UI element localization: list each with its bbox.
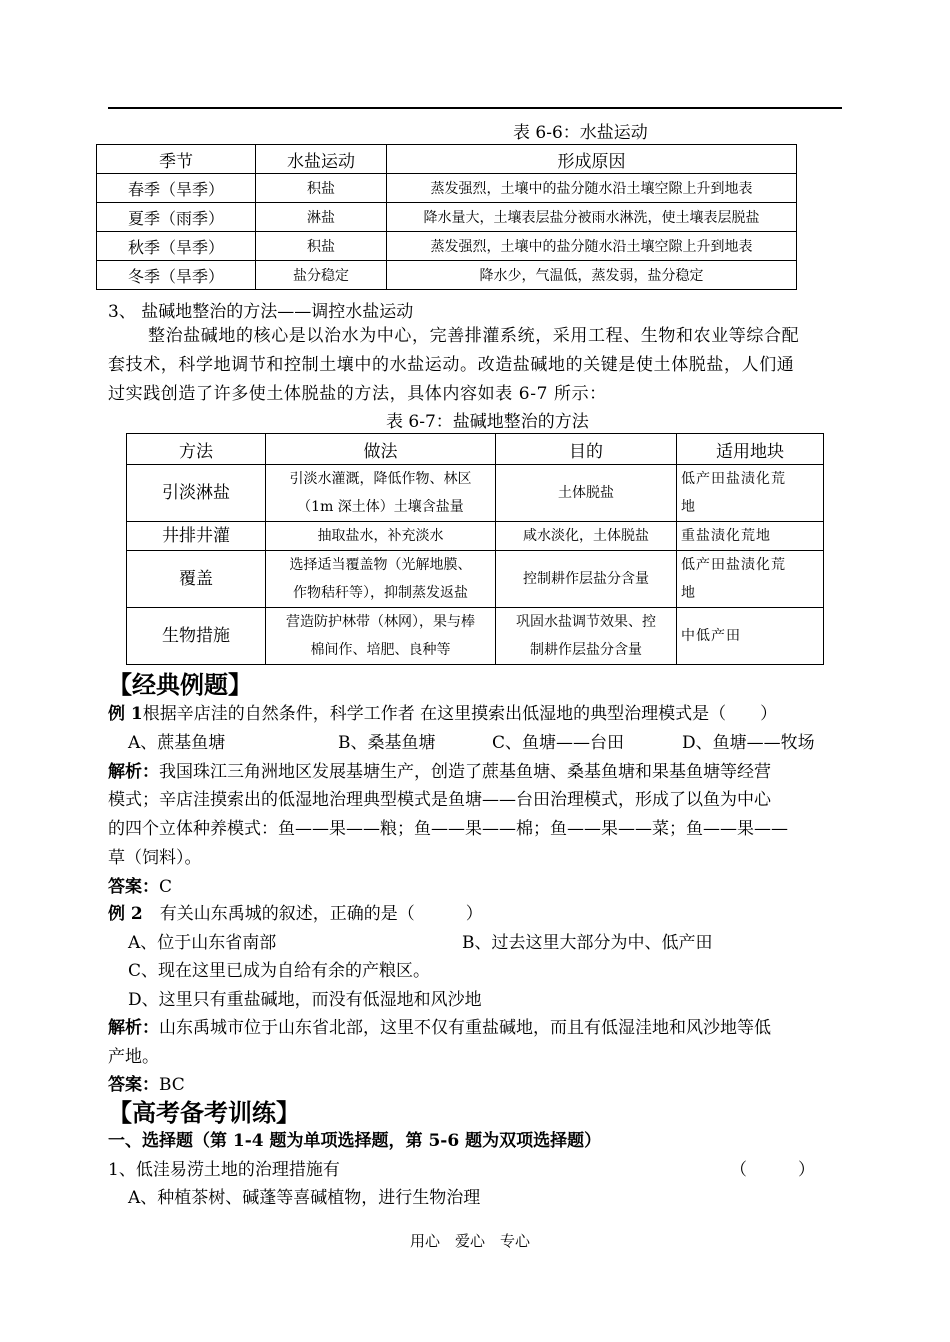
- header-purpose: 目的: [496, 434, 677, 465]
- table-row: [97, 174, 797, 203]
- land-line: 中低产田: [681, 628, 741, 644]
- example-1-analysis-line: 的四个立体种养模式：鱼——果——粮；鱼——果——棉；鱼——果——菜；鱼——果——: [108, 819, 788, 839]
- practice-line: 棉间作、培肥、良种等: [310, 642, 451, 658]
- section-3-para-line: 过实践创造了许多使土体脱盐的方法，具体内容如表 6-7 所示：: [108, 384, 607, 404]
- purpose-line: 巩固水盐调节效果、控: [516, 614, 656, 630]
- option: D、这里只有重盐碱地，而没有低湿地和风沙地: [128, 990, 482, 1010]
- table-row: [97, 232, 797, 261]
- season-cell: 秋季（旱季）: [97, 232, 256, 261]
- example-1-label: 例 1: [108, 704, 143, 724]
- example-2-question: [108, 899, 483, 924]
- analysis-label: 解析：: [108, 1018, 159, 1038]
- method-cell: 生物措施: [127, 608, 266, 665]
- table-header-row: [97, 145, 797, 174]
- practice-line: （1m 深土体）土壤含盐量: [297, 499, 464, 515]
- cause-cell: 降水量大，土壤表层盐分被雨水淋洗，使土壤表层脱盐: [387, 203, 797, 232]
- land-line: 地: [681, 585, 696, 601]
- training-section-title: 一、选择题（第 1-4 题为单项选择题，第 5-6 题为双项选择题）: [108, 1131, 602, 1151]
- water-salt-cell: 淋盐: [256, 203, 387, 232]
- question-1-text: 1、低洼易涝土地的治理措施有: [108, 1160, 340, 1180]
- land-cell: [677, 522, 824, 551]
- option: B、桑基鱼塘: [338, 733, 436, 753]
- table-header-row: [127, 434, 824, 465]
- answer-value: C: [159, 877, 173, 897]
- example-1-analysis-line: 模式；辛店洼摸索出的低湿地治理典型模式是鱼塘——台田治理模式，形成了以鱼为中心: [108, 790, 771, 810]
- practice-line: 引淡水灌溉，降低作物、林区: [289, 471, 472, 487]
- page-footer: 用心 爱心 专心: [410, 1232, 531, 1250]
- analysis-text: 山东禹城市位于山东省北部，这里不仅有重盐碱地，而且有低湿洼地和风沙地等低: [159, 1018, 771, 1038]
- option: D、鱼塘——牧场: [682, 733, 815, 753]
- option: A、蔗基鱼塘: [128, 733, 226, 753]
- cause-cell: 蒸发强烈，土壤中的盐分随水沿土壤空隙上升到地表: [387, 232, 797, 261]
- purpose-cell: [496, 608, 677, 665]
- season-cell: 夏季（雨季）: [97, 203, 256, 232]
- example-2-analysis-line: [108, 1013, 771, 1038]
- land-line: 重盐渍化荒地: [681, 528, 771, 544]
- example-2-text: 有关山东禹城的叙述，正确的是（ ）: [142, 904, 483, 924]
- water-salt-cell: 积盐: [256, 232, 387, 261]
- purpose-line: 咸水淡化，土体脱盐: [523, 528, 649, 544]
- practice-cell: [266, 465, 496, 522]
- purpose-line: 制耕作层盐分含量: [530, 642, 642, 658]
- land-line: 低产田盐渍化荒: [681, 557, 786, 573]
- question-1-option-a: A、种植茶树、碱蓬等喜碱植物，进行生物治理: [128, 1188, 481, 1208]
- water-salt-cell: 积盐: [256, 174, 387, 203]
- method-cell: 引淡淋盐: [127, 465, 266, 522]
- section-3-para-line: 套技术，科学地调节和控制土壤中的水盐运动。改造盐碱地的关键是使土体脱盐，人们通: [108, 355, 795, 375]
- table-row: [127, 551, 824, 608]
- season-cell: 冬季（旱季）: [97, 261, 256, 290]
- header-season: 季节: [97, 145, 256, 174]
- practice-cell: [266, 522, 496, 551]
- cause-cell: 蒸发强烈，土壤中的盐分随水沿土壤空隙上升到地表: [387, 174, 797, 203]
- header-method: 方法: [127, 434, 266, 465]
- example-1-text: 根据辛店洼的自然条件，科学工作者 在这里摸索出低湿地的典型治理模式是（ ）: [142, 704, 778, 724]
- purpose-cell: [496, 465, 677, 522]
- table-row: [127, 465, 824, 522]
- purpose-line: 土体脱盐: [558, 485, 614, 501]
- purpose-cell: [496, 522, 677, 551]
- question-1-blank: （ ）: [730, 1160, 815, 1180]
- option: C、鱼塘——台田: [492, 733, 625, 753]
- analysis-label: 解析：: [108, 762, 159, 782]
- practice-cell: [266, 608, 496, 665]
- land-line: 低产田盐渍化荒: [681, 471, 786, 487]
- table-row: [127, 608, 824, 665]
- practice-cell: [266, 551, 496, 608]
- header-land: 适用地块: [677, 434, 824, 465]
- land-line: 地: [681, 499, 696, 515]
- header-water-salt: 水盐运动: [256, 145, 387, 174]
- land-cell: [677, 551, 824, 608]
- method-cell: 覆盖: [127, 551, 266, 608]
- example-2-analysis-line: 产地。: [108, 1047, 159, 1067]
- table-6-6-caption: 表 6-6：水盐运动: [513, 123, 648, 143]
- land-cell: [677, 465, 824, 522]
- purpose-cell: [496, 551, 677, 608]
- example-2-answer: [108, 1070, 185, 1095]
- option: C、现在这里已成为自给有余的产粮区。: [128, 961, 431, 981]
- table-6-7: [126, 433, 824, 665]
- answer-label: 答案：: [108, 877, 159, 897]
- analysis-text: 我国珠江三角洲地区发展基塘生产，创造了蔗基鱼塘、桑基鱼塘和果基鱼塘等经营: [159, 762, 771, 782]
- practice-line: 抽取盐水，补充淡水: [317, 528, 444, 544]
- option: A、位于山东省南部: [128, 933, 277, 953]
- answer-label: 答案：: [108, 1075, 159, 1095]
- answer-value: BC: [159, 1075, 185, 1095]
- practice-line: 作物秸秆等），抑制蒸发返盐: [293, 585, 468, 601]
- table-6-6: [96, 144, 797, 290]
- option: B、过去这里大部分为中、低产田: [462, 933, 713, 953]
- header-cause: 形成原因: [387, 145, 797, 174]
- header-practice: 做法: [266, 434, 496, 465]
- example-1-analysis-line: [108, 757, 771, 782]
- table-row: [127, 522, 824, 551]
- training-heading: 【高考备考训练】: [108, 1098, 300, 1127]
- header-rule: [108, 107, 842, 109]
- example-1-question: [108, 699, 777, 724]
- table-row: [97, 261, 797, 290]
- table-6-7-caption: 表 6-7：盐碱地整治的方法: [386, 412, 589, 432]
- section-3-title: 3、 盐碱地整治的方法——调控水盐运动: [108, 302, 414, 322]
- land-cell: [677, 608, 824, 665]
- practice-line: 选择适当覆盖物（光解地膜、: [289, 557, 472, 573]
- table-row: [97, 203, 797, 232]
- cause-cell: 降水少，气温低，蒸发弱，盐分稳定: [387, 261, 797, 290]
- example-1-answer: [108, 872, 172, 897]
- practice-line: 营造防护林带（林网），果与棒: [286, 614, 475, 630]
- section-3-para-line: 整治盐碱地的核心是以治水为中心，完善排灌系统，采用工程、生物和农业等综合配: [148, 326, 800, 346]
- examples-heading: 【经典例题】: [108, 670, 252, 699]
- season-cell: 春季（旱季）: [97, 174, 256, 203]
- example-2-label: 例 2: [108, 904, 143, 924]
- purpose-line: 控制耕作层盐分含量: [523, 571, 649, 587]
- method-cell: 井排井灌: [127, 522, 266, 551]
- water-salt-cell: 盐分稳定: [256, 261, 387, 290]
- example-1-analysis-line: 草（饲料）。: [108, 848, 202, 868]
